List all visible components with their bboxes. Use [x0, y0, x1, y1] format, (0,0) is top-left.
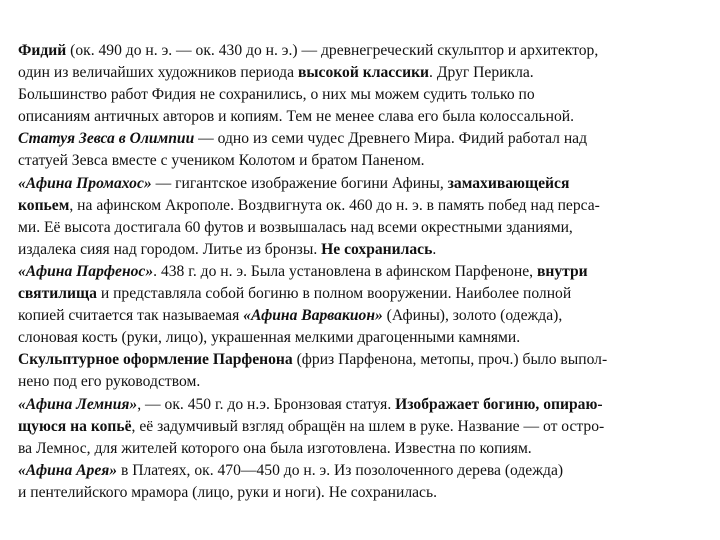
emphasized-text: Не сохранилась	[321, 240, 433, 258]
text-line	[18, 371, 710, 393]
emphasized-text: Изображает богиню, опираю-	[395, 395, 603, 413]
text-line	[18, 349, 710, 371]
text-line	[18, 217, 710, 239]
text-run: в Платеях, ок. 470—450 до н. э. Из позолоченного дерева (одежда)	[117, 461, 564, 479]
text-run: Большинство работ Фидия не сохранились, о них мы можем судить только по	[18, 86, 535, 104]
text-line	[18, 394, 710, 416]
text-run: (ок. 490 до н. э. — ок. 430 до н. э.) — древнегреческий скульптор и архитектор,	[66, 42, 599, 59]
text-run: и пентелийского мрамора (лицо, руки и ноги). Не сохранилась.	[18, 483, 437, 501]
emphasized-text: Скульптурное оформление Парфенона	[18, 351, 293, 369]
text-line	[18, 84, 710, 106]
text-run: ми. Её высота достигала 60 футов и возвышалась над всеми окрестными зданиями,	[18, 218, 573, 236]
text-run: — гигантское изображение богини Афины,	[151, 174, 448, 192]
text-run: .	[432, 240, 437, 258]
emphasized-text: «Афина Варвакион»	[243, 307, 383, 325]
emphasized-text: Статуя Зевса в Олимпии	[18, 130, 195, 148]
text-line	[18, 128, 710, 150]
text-run: копией считается так называемая	[18, 307, 244, 325]
text-line	[18, 460, 710, 482]
text-run: ва Лемнос, для жителей которого она была изготовлена. Известна по копиям.	[18, 439, 532, 457]
text-run: статуей Зевса вместе с учеником Колотом и братом Паненом.	[18, 152, 425, 170]
document-text	[18, 40, 710, 504]
text-line	[18, 482, 710, 504]
emphasized-text: «Афина Арея»	[18, 461, 118, 479]
text-line	[18, 416, 710, 438]
text-line	[18, 173, 710, 195]
emphasized-text: Фидий	[18, 42, 67, 59]
text-run: издалека сияя над городом. Литье из бронзы.	[18, 240, 322, 258]
text-run: , — ок. 450 г. до н.э. Бронзовая статуя.	[137, 395, 396, 413]
text-line	[18, 195, 710, 217]
text-line	[18, 327, 710, 349]
text-line	[18, 438, 710, 460]
emphasized-text: «Афина Промахос»	[18, 174, 152, 192]
text-run: слоновая кость (руки, лицо), украшенная мелкими драгоценными камнями.	[18, 329, 521, 347]
text-run: описаниям античных авторов и копиям. Тем не менее слава его была колоссальной.	[18, 108, 575, 126]
emphasized-text: святилища	[18, 285, 97, 303]
text-run: и представляла собой богиню в полном вооружении. Наиболее полной	[96, 285, 572, 303]
text-run: . 438 г. до н. э. Была установлена в афинском Парфеноне,	[153, 262, 537, 280]
emphasized-text: щуюся на копьё	[18, 417, 132, 435]
text-run: , её задумчивый взгляд обращён на шлем в руке. Название — от остро-	[131, 417, 605, 435]
text-run: (фриз Парфенона, метопы, проч.) было выпол-	[292, 351, 608, 369]
text-run: . Друг Перикла.	[429, 64, 534, 82]
emphasized-text: внутри	[536, 262, 588, 280]
emphasized-text: «Афина Парфенос»	[18, 262, 154, 280]
text-run: один из величайших художников периода	[18, 64, 298, 82]
text-run: , на афинском Акрополе. Воздвигнута ок. 460 до н. э. в память побед над перса-	[69, 196, 600, 214]
emphasized-text: замахивающейся	[447, 174, 570, 192]
text-run: (Афины), золото (одежда),	[382, 307, 563, 325]
emphasized-text: «Афина Лемния»	[18, 395, 138, 413]
text-line	[18, 239, 710, 261]
text-run: нено под его руководством.	[18, 373, 201, 391]
text-run: — одно из семи чудес Древнего Мира. Фидий работал над	[194, 130, 588, 148]
text-line	[18, 261, 710, 283]
emphasized-text: высокой классики	[297, 64, 430, 82]
emphasized-text: копьем	[18, 196, 70, 214]
text-line	[18, 305, 710, 327]
text-line	[18, 106, 710, 128]
text-line	[18, 283, 710, 305]
text-line	[18, 150, 710, 172]
text-line	[18, 40, 710, 62]
text-line	[18, 62, 710, 84]
